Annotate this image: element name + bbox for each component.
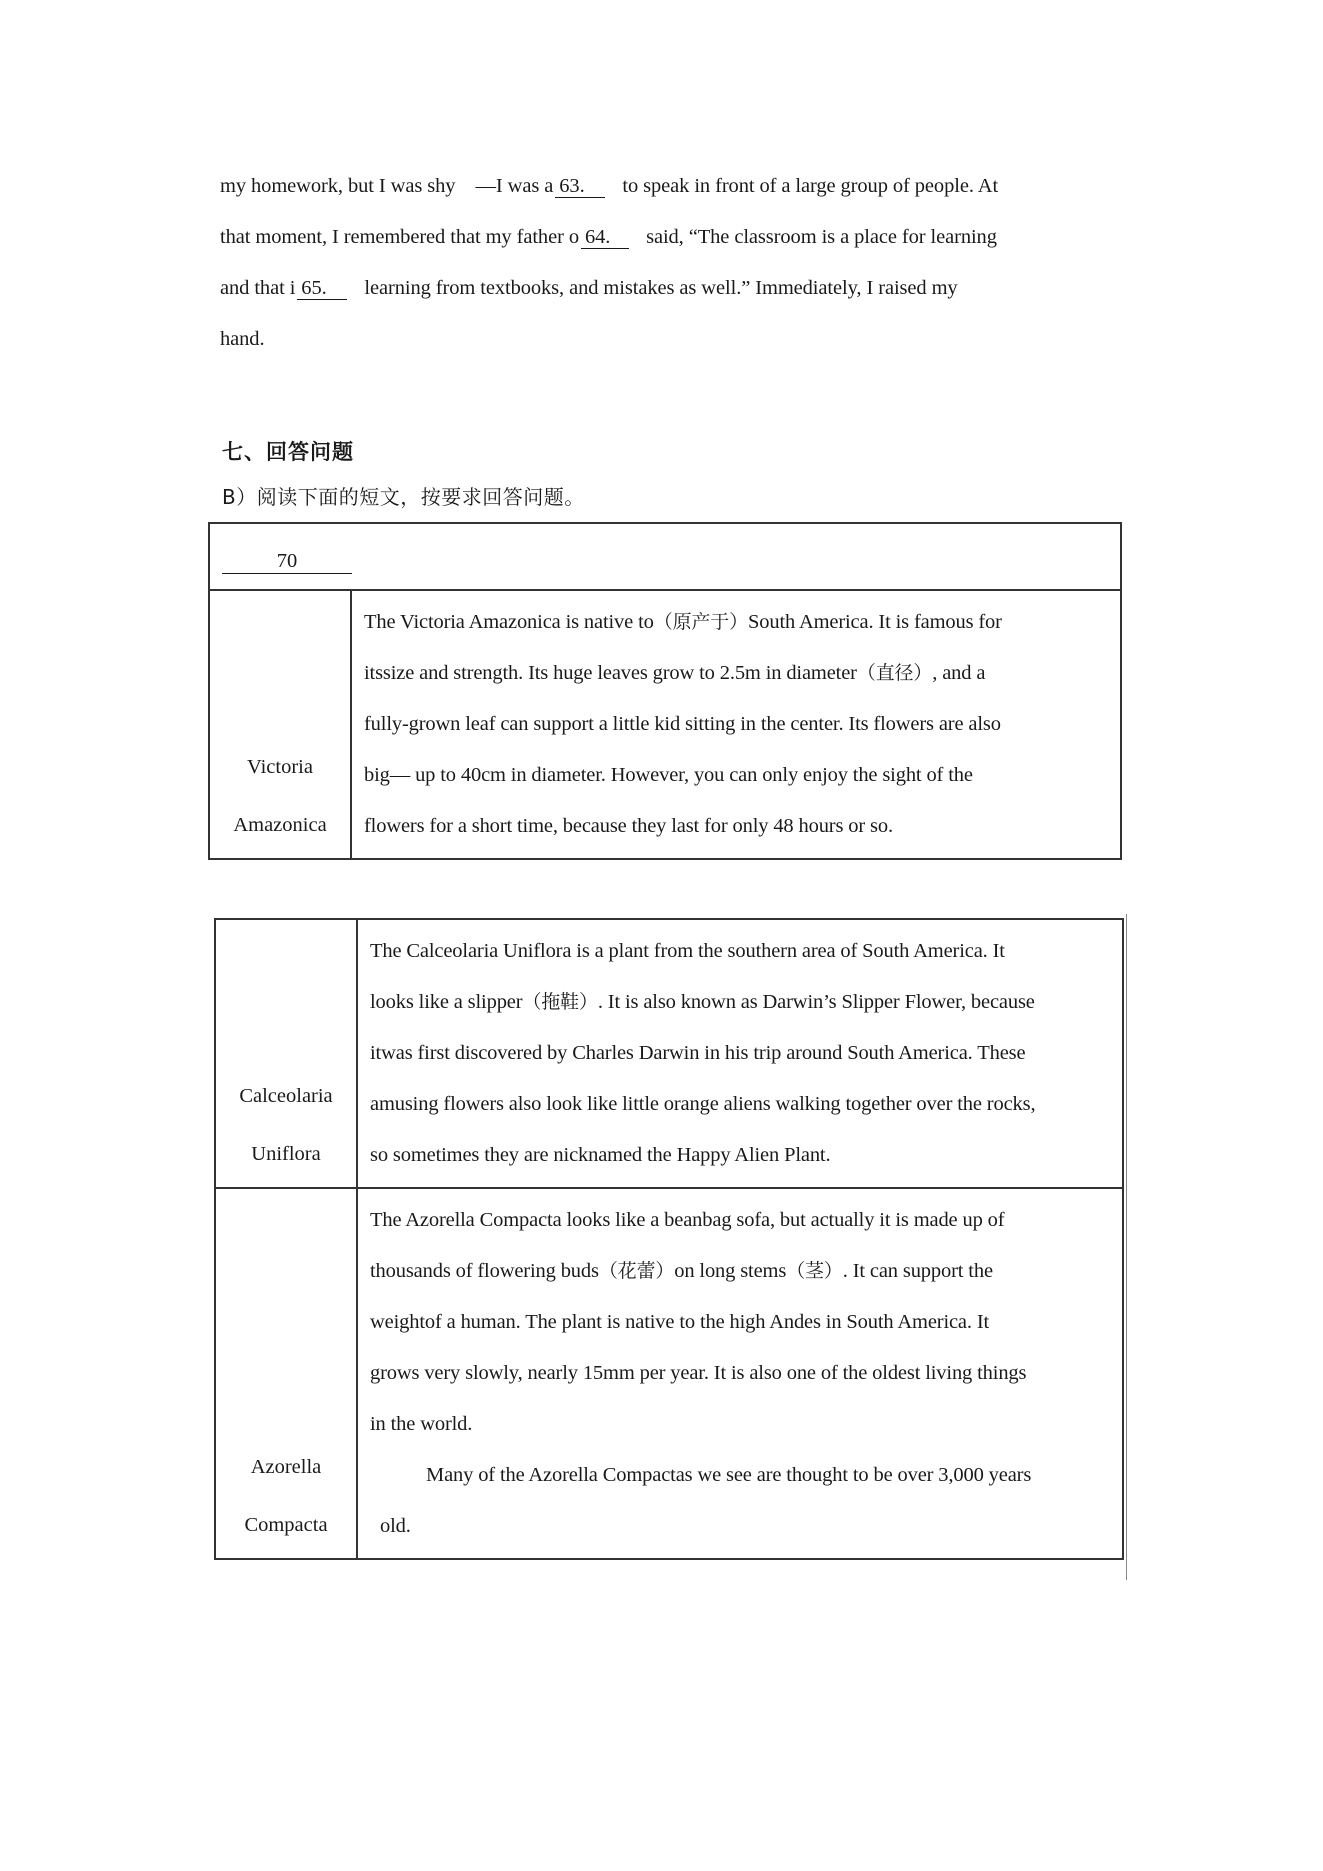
- title-blank-70[interactable]: 70: [222, 549, 352, 574]
- description-line: thousands of flowering buds（花蕾）on long stems（茎）. It can support the: [370, 1260, 993, 1282]
- description-line: itssize and strength. Its huge leaves grow to 2.5m in diameter（直径）, and a: [364, 662, 986, 684]
- description-line: The Azorella Compacta looks like a beanbag sofa, but actually it is made up of: [370, 1209, 1005, 1231]
- blank-65[interactable]: 65.: [297, 277, 347, 300]
- description-line: old.: [380, 1515, 411, 1537]
- section-instruction: B）阅读下面的短文，按要求回答问题。: [222, 485, 585, 509]
- description-line: The Victoria Amazonica is native to（原产于）South America. It is famous for: [364, 611, 1002, 633]
- plant-description-cell: [357, 1188, 1123, 1559]
- description-line: big— up to 40cm in diameter. However, you can only enjoy the sight of the: [364, 764, 973, 786]
- description-line: weightof a human. The plant is native to the high Andes in South America. It: [370, 1311, 990, 1333]
- blank-64[interactable]: 64.: [581, 226, 629, 249]
- description-line: The Calceolaria Uniflora is a plant from the southern area of South America. It: [370, 940, 1005, 962]
- plant-name-cell: Victoria Amazonica: [209, 590, 351, 859]
- table-row-calceolaria: [215, 919, 1123, 1188]
- description-line: amusing flowers also look like little orange aliens walking together over the rocks,: [370, 1093, 1036, 1115]
- plant-description-cell: [351, 590, 1121, 859]
- section-title: 七、回答问题: [222, 440, 354, 464]
- table-row-azorella: [215, 1188, 1123, 1559]
- table-row-victoria: [209, 590, 1121, 859]
- plant-table-2: [214, 918, 1124, 1560]
- description-line: flowers for a short time, because they last for only 48 hours or so.: [364, 815, 893, 837]
- cloze-passage: [220, 161, 1100, 365]
- passage-line: that moment, I remembered that my father o 64. said, “The classroom is a place for learning: [220, 226, 997, 248]
- blank-63[interactable]: 63.: [555, 175, 605, 198]
- plant-name-cell: Calceolaria Uniflora: [215, 919, 357, 1188]
- description-line: grows very slowly, nearly 15mm per year. It is also one of the oldest living things: [370, 1362, 1027, 1384]
- description-line: looks like a slipper（拖鞋）. It is also known as Darwin’s Slipper Flower, because: [370, 991, 1035, 1013]
- passage-line: hand.: [220, 328, 265, 350]
- passage-line: my homework, but I was shy —I was a 63. to speak in front of a large group of people. At: [220, 175, 999, 197]
- plant-description-cell: [357, 919, 1123, 1188]
- description-line: Many of the Azorella Compactas we see are thought to be over 3,000 years: [426, 1464, 1032, 1486]
- passage-line: and that i 65. learning from textbooks, and mistakes as well.” Immediately, I raised my: [220, 277, 958, 299]
- description-line: fully-grown leaf can support a little kid sitting in the center. Its flowers are also: [364, 713, 1001, 735]
- plant-table-1: [208, 522, 1122, 860]
- description-line: itwas first discovered by Charles Darwin in his trip around South America. These: [370, 1042, 1026, 1064]
- plant-name-cell: Azorella Compacta: [215, 1188, 357, 1559]
- margin-rule: [1126, 914, 1127, 1580]
- table-title-row: [209, 523, 1121, 590]
- description-line: in the world.: [370, 1413, 473, 1435]
- description-line: so sometimes they are nicknamed the Happy Alien Plant.: [370, 1144, 831, 1166]
